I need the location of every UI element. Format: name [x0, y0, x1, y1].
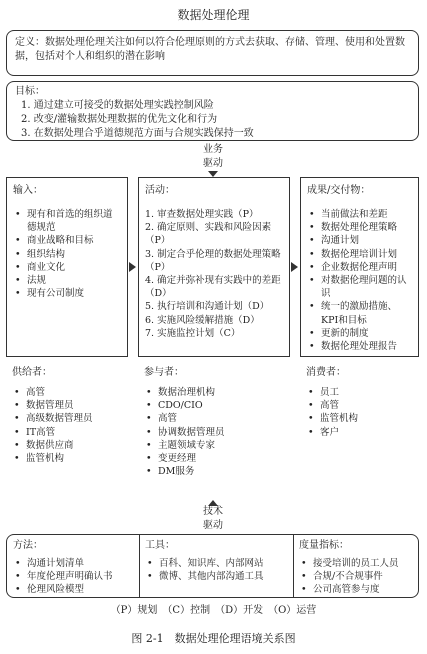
list-item: • 现有和首选的组织道德规范 [13, 208, 121, 234]
deliverables-list [307, 208, 412, 353]
arrow-right-icon [291, 262, 298, 272]
list-item: • 数据供应商 [12, 439, 130, 452]
list-item: • 数据管理员 [12, 399, 130, 412]
list-item: • 高级数据管理员 [12, 412, 130, 425]
methods-header: 方法： [13, 540, 43, 551]
list-item: 6. 实施风险缓解措施（D） [145, 314, 260, 326]
goals-box [6, 81, 419, 141]
list-item: • 数据治理机构 [144, 386, 294, 399]
list-item: • DM服务 [144, 465, 294, 478]
business-driver-line2: 驱动 [203, 158, 223, 169]
tools-header: 工具： [145, 540, 175, 551]
list-item: 4. 确定并弥补现有实践中的差距（D） [145, 275, 281, 300]
list-item: • 伦理风险模型 [13, 583, 137, 596]
list-item: • 微博、其他内部沟通工具 [145, 570, 291, 583]
list-item: • 更新的制度 [307, 327, 412, 340]
definition-text: 定义：数据处理伦理关注如何以符合伦理原则的方式去获取、存储、管理、使用和处置数据，包括对个人和组织的潜在影响 [15, 37, 405, 62]
list-item: • 客户 [306, 426, 418, 439]
participants-list [144, 386, 294, 478]
list-item: • 高管 [12, 386, 130, 399]
suppliers-list [12, 386, 130, 465]
business-driver-label [183, 143, 243, 171]
list-item: • 接受培训的员工人员 [299, 557, 417, 570]
list-item: 7. 实施监控计划（C） [145, 327, 241, 339]
list-item: • IT高管 [12, 426, 130, 439]
activities-list [145, 208, 283, 340]
deliverables-box [300, 177, 419, 357]
list-item: • 商业文化 [13, 261, 121, 274]
methods-section [13, 539, 137, 597]
figure-caption: 图 2-1 数据处理伦理语境关系图 [131, 632, 296, 645]
list-item: 3. 制定合乎伦理的数据处理策略（P） [145, 248, 281, 273]
list-item: • 沟通计划清单 [13, 557, 137, 570]
list-item: 2. 确定原则、实践和风险因素（P） [145, 222, 272, 247]
goal-item: 3. 在数据处理合乎道德规范方面与合规实践保持一致 [21, 128, 254, 139]
suppliers-header: 供给者： [12, 367, 52, 378]
list-item: • 沟通计划 [307, 234, 412, 247]
list-item: 5. 执行培训和沟通计划（D） [145, 301, 270, 313]
divider [293, 535, 294, 597]
goal-item: 2. 改变/灌输数据处理数据的优先文化和行为 [21, 114, 218, 125]
list-item: 1. 审查数据处理实践（P） [145, 209, 259, 220]
list-item: • 数据处理伦理策略 [307, 221, 412, 234]
list-item: • 协调数据管理员 [144, 426, 294, 439]
inputs-header: 输入： [13, 185, 43, 196]
consumers-section [306, 366, 418, 439]
suppliers-section [12, 366, 130, 465]
divider [139, 535, 140, 597]
list-item: • 公司高管参与度 [299, 583, 417, 596]
list-item: • 高管 [306, 399, 418, 412]
list-item: • 数据伦理处理报告 [307, 340, 412, 353]
metrics-list [299, 557, 417, 597]
tech-driver-label [183, 505, 243, 533]
metrics-header: 度量指标： [299, 540, 349, 551]
inputs-list [13, 208, 121, 300]
tools-list [145, 557, 291, 583]
list-item: • 法规 [13, 274, 121, 287]
tech-driver-line2: 驱动 [203, 520, 223, 531]
list-item: • 数据伦理培训计划 [307, 248, 412, 261]
list-item: • 监管机构 [306, 412, 418, 425]
list-item: • 组织结构 [13, 248, 121, 261]
list-item: • 当前做法和差距 [307, 208, 412, 221]
tools-section [145, 539, 291, 583]
list-item: • 监管机构 [12, 452, 130, 465]
methods-list [13, 557, 137, 597]
consumers-list [306, 386, 418, 439]
list-item: • 员工 [306, 386, 418, 399]
list-item: • 统一的激励措施、KPI和目标 [307, 300, 412, 326]
list-item: • 高管 [144, 412, 294, 425]
definition-box [6, 30, 419, 76]
diagram-title: 数据处理伦理 [177, 8, 250, 22]
list-item: • 主题领域专家 [144, 439, 294, 452]
list-item: • 年度伦理声明确认书 [13, 570, 137, 583]
goals-header: 目标： [15, 86, 45, 97]
consumers-header: 消费者： [306, 367, 346, 378]
participants-header: 参与者： [144, 367, 184, 378]
tech-driver-line1: 技术 [203, 506, 223, 517]
arrow-right-icon [129, 262, 136, 272]
legend: （P）规划 （C）控制 （D）开发 （O）运营 [110, 605, 317, 616]
goal-item: 1. 通过建立可接受的数据处理实践控制风险 [21, 100, 214, 111]
list-item: • 合规/不合规事件 [299, 570, 417, 583]
list-item: • CDO/CIO [144, 399, 294, 412]
metrics-section [299, 539, 417, 597]
list-item: • 现有公司制度 [13, 287, 121, 300]
list-item: • 商业战略和目标 [13, 234, 121, 247]
participants-section [144, 366, 294, 478]
list-item: • 百科、知识库、内部网站 [145, 557, 291, 570]
list-item: • 对数据伦理问题的认识 [307, 274, 412, 300]
deliverables-header: 成果/交付物： [307, 185, 371, 196]
inputs-box [6, 177, 128, 357]
list-item: • 企业数据伦理声明 [307, 261, 412, 274]
activities-header: 活动： [145, 185, 175, 196]
list-item: • 变更经理 [144, 452, 294, 465]
activities-box [138, 177, 290, 357]
business-driver-line1: 业务 [203, 144, 223, 155]
tools-methods-box [6, 534, 419, 598]
